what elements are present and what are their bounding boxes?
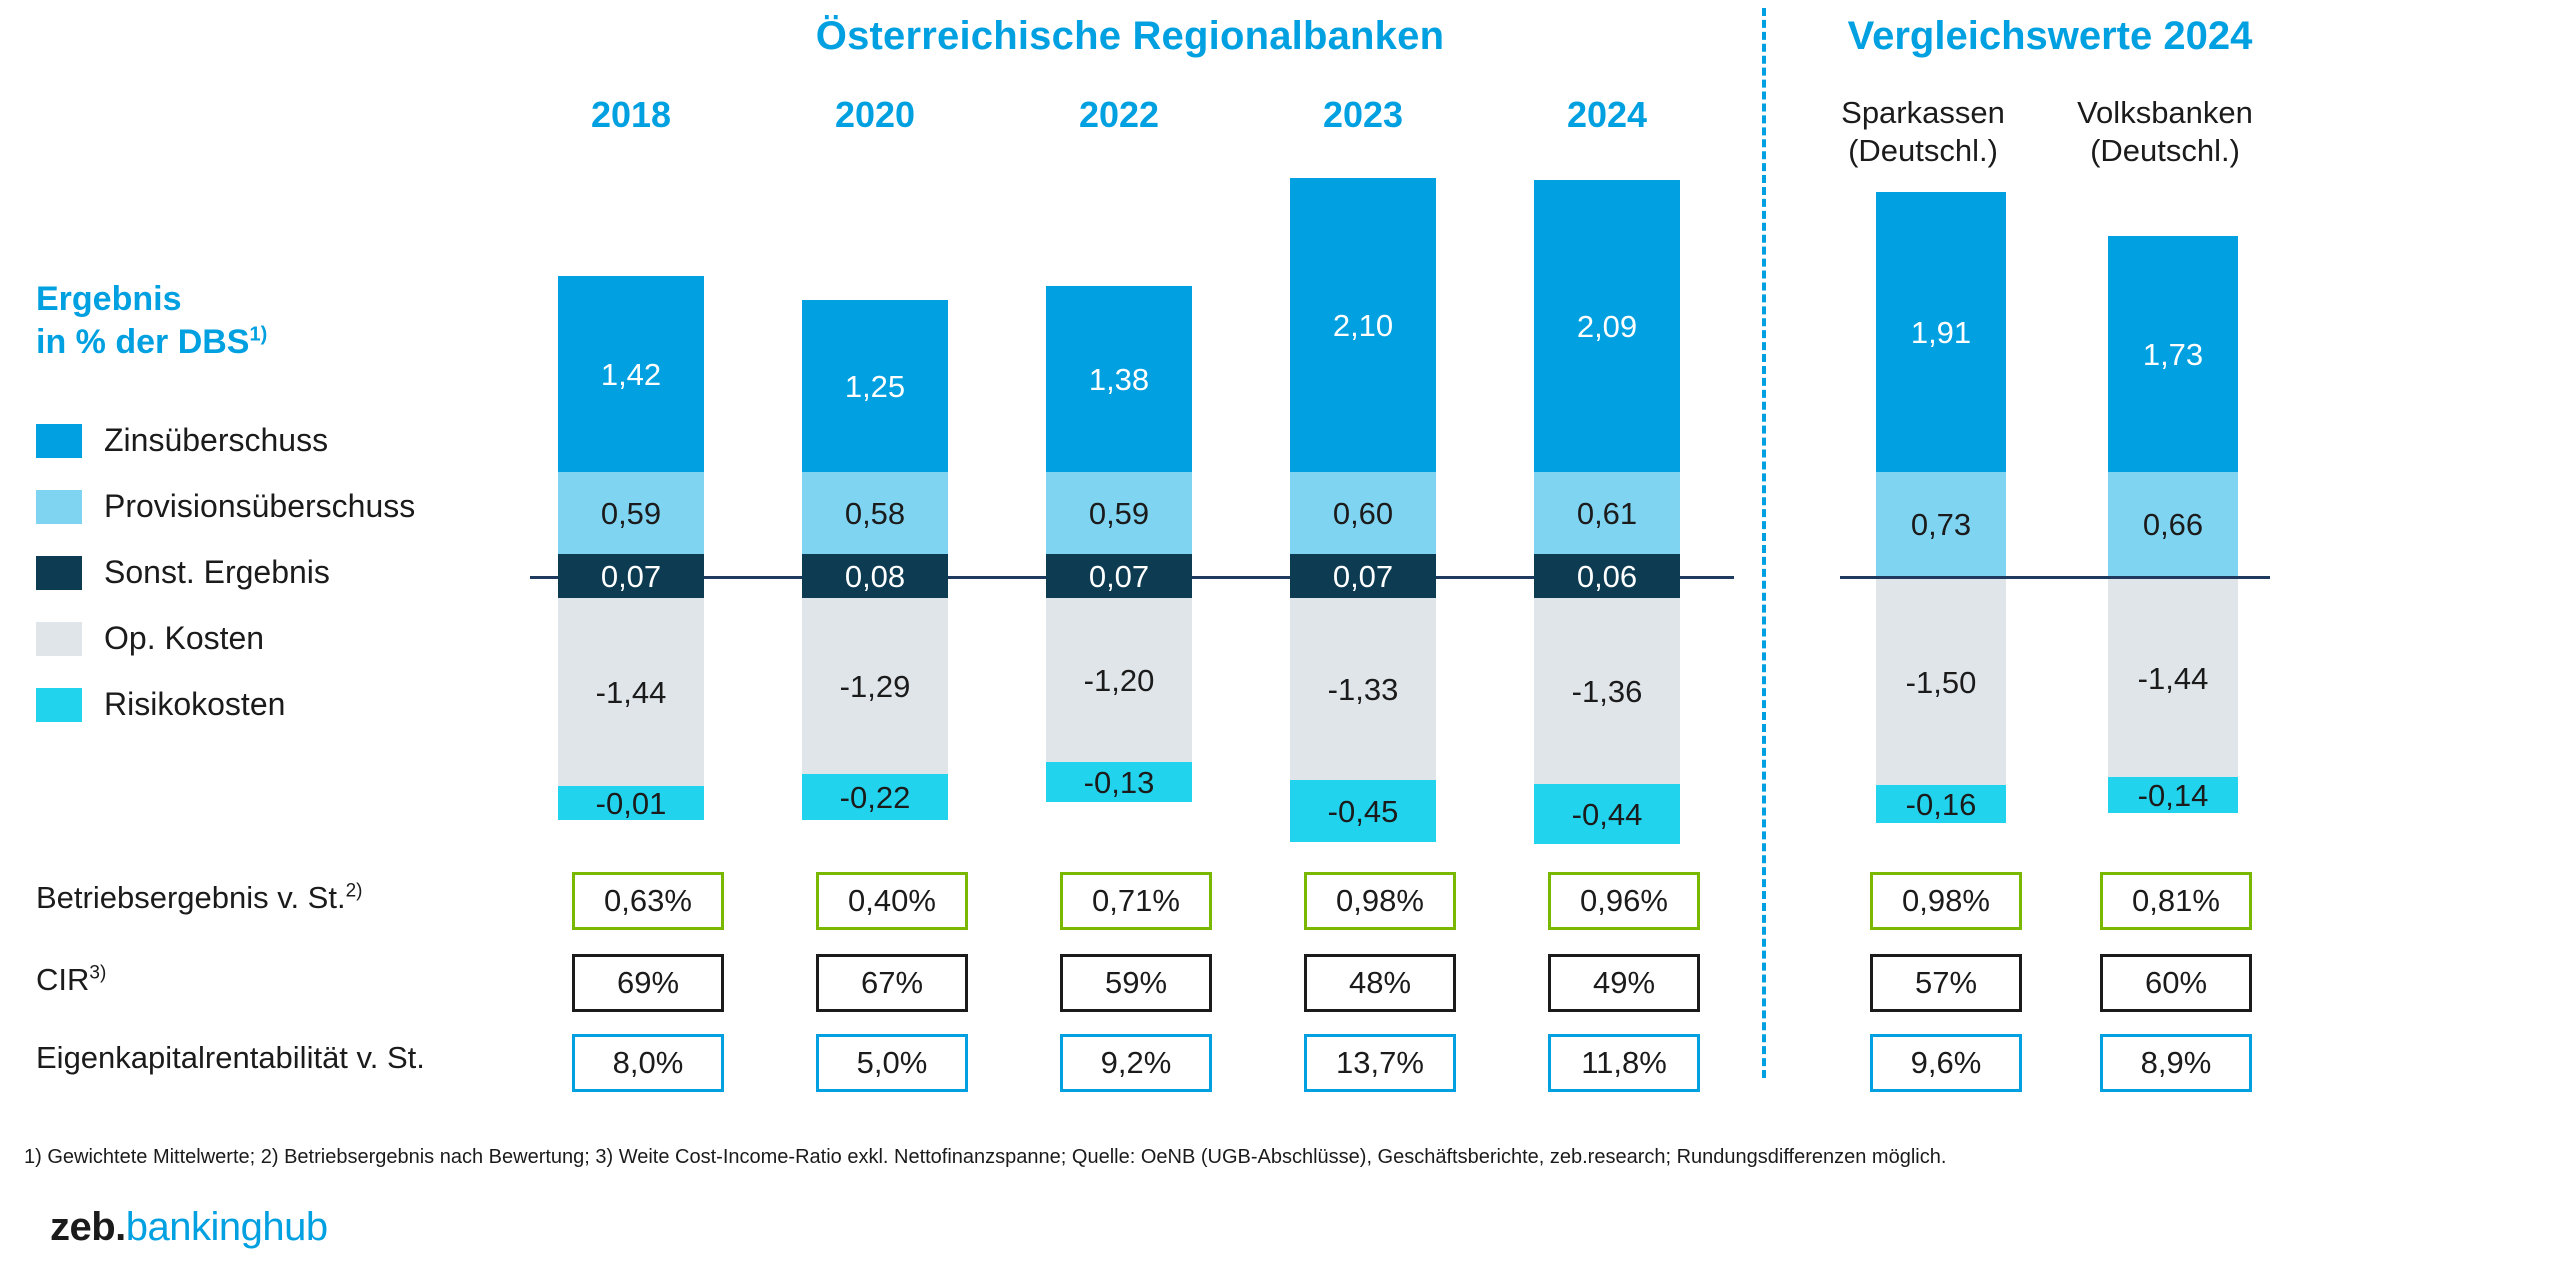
bar-segment-sonstiges-ergebnis-2020 [802, 554, 948, 598]
bar-value-zinsueberschuss-2020: 1,25 [844, 368, 906, 404]
bar-segment-risikokosten-2022 [1046, 762, 1192, 802]
bar-segment-provisionsueberschuss-2020 [802, 472, 948, 554]
bar-value-risikokosten-2024: -0,44 [1571, 796, 1643, 832]
bar-value-provisionsueberschuss-2024: 0,61 [1576, 495, 1638, 531]
metric-value-cir-2020: 67% [816, 954, 968, 1012]
bar-segment-op-kosten-volksbanken [2108, 579, 2238, 777]
bar-segment-provisionsueberschuss-2022 [1046, 472, 1192, 554]
bar-value-sonstiges-ergebnis-2023: 0,07 [1332, 558, 1394, 594]
bar-value-op-kosten-2022: -1,20 [1083, 662, 1155, 698]
metric-value-betriebsergebnis-2022: 0,71% [1060, 872, 1212, 930]
legend-item-risikokosten [36, 686, 285, 723]
bar-segment-provisionsueberschuss-2023 [1290, 472, 1436, 554]
legend-label-risikokosten: Risikokosten [104, 686, 286, 722]
bar-segment-provisionsueberschuss-2024 [1534, 472, 1680, 554]
metric-value-eigenkapitalrentabilitaet-sparkassen: 9,6% [1870, 1034, 2022, 1092]
bar-value-zinsueberschuss-2023: 2,10 [1332, 307, 1394, 343]
legend-label-provisionsueberschuss: Provisionsüberschuss [104, 488, 416, 524]
metric-value-eigenkapitalrentabilitaet-2018: 8,0% [572, 1034, 724, 1092]
legend-item-sonstiges-ergebnis [36, 554, 330, 591]
metric-value-eigenkapitalrentabilitaet-volksbanken: 8,9% [2100, 1034, 2252, 1092]
legend-swatch-icon-zinsueberschuss [36, 424, 82, 458]
column-header-2020: 2020 [834, 94, 916, 135]
legend-swatch-icon-provisionsueberschuss [36, 490, 82, 524]
column-header-sparkassen-line1: Sparkassen [1841, 95, 2005, 130]
bar-value-risikokosten-2022: -0,13 [1083, 764, 1155, 800]
bar-value-zinsueberschuss-sparkassen: 1,91 [1910, 314, 1972, 350]
logo-bankinghub: bankinghub [125, 1205, 328, 1249]
bar-segment-op-kosten-sparkassen [1876, 579, 2006, 785]
legend-swatch-icon-risikokosten [36, 688, 82, 722]
legend-item-zinsueberschuss [36, 422, 328, 459]
bar-value-zinsueberschuss-2022: 1,38 [1088, 361, 1150, 397]
bar-value-sonstiges-ergebnis-2022: 0,07 [1088, 558, 1150, 594]
bar-segment-zinsueberschuss-sparkassen [1876, 192, 2006, 472]
metric-value-eigenkapitalrentabilitaet-2023: 13,7% [1304, 1034, 1456, 1092]
bar-value-risikokosten-2023: -0,45 [1327, 793, 1399, 829]
bar-value-op-kosten-volksbanken: -1,44 [2137, 660, 2209, 696]
metric-label-cir [36, 962, 106, 998]
metric-value-eigenkapitalrentabilitaet-2022: 9,2% [1060, 1034, 1212, 1092]
bar-segment-op-kosten-2023 [1290, 598, 1436, 780]
column-header-2024: 2024 [1566, 94, 1648, 135]
bar-value-risikokosten-2018: -0,01 [595, 785, 667, 821]
column-header-2018: 2018 [590, 94, 672, 135]
bar-value-zinsueberschuss-2018: 1,42 [600, 356, 662, 392]
bar-segment-sonstiges-ergebnis-2022 [1046, 554, 1192, 598]
bar-value-provisionsueberschuss-2022: 0,59 [1088, 495, 1150, 531]
bar-segment-op-kosten-2024 [1534, 598, 1680, 784]
legend-swatch-icon-op-kosten [36, 622, 82, 656]
bar-segment-risikokosten-2023 [1290, 780, 1436, 842]
bar-value-provisionsueberschuss-2020: 0,58 [844, 495, 906, 531]
bar-value-op-kosten-2023: -1,33 [1327, 671, 1399, 707]
bar-value-provisionsueberschuss-2023: 0,60 [1332, 495, 1394, 531]
bar-value-provisionsueberschuss-sparkassen: 0,73 [1910, 506, 1972, 542]
bar-value-risikokosten-2020: -0,22 [839, 779, 911, 815]
bar-value-sonstiges-ergebnis-2020: 0,08 [844, 558, 906, 594]
metric-label-eigenkapitalrentabilitaet [36, 1040, 425, 1076]
column-header-2023: 2023 [1322, 94, 1404, 135]
bar-segment-zinsueberschuss-2024 [1534, 180, 1680, 472]
bar-value-zinsueberschuss-2024: 2,09 [1576, 308, 1638, 344]
metric-value-cir-2023: 48% [1304, 954, 1456, 1012]
metric-value-eigenkapitalrentabilitaet-2020: 5,0% [816, 1034, 968, 1092]
bar-value-op-kosten-sparkassen: -1,50 [1905, 664, 1977, 700]
bar-segment-provisionsueberschuss-sparkassen [1876, 472, 2006, 576]
bar-segment-risikokosten-volksbanken [2108, 777, 2238, 813]
metric-value-eigenkapitalrentabilitaet-2024: 11,8% [1548, 1034, 1700, 1092]
column-header-volksbanken-line1: Volksbanken [2077, 95, 2253, 130]
metric-value-betriebsergebnis-2023: 0,98% [1304, 872, 1456, 930]
bar-segment-risikokosten-2020 [802, 774, 948, 820]
bar-segment-op-kosten-2022 [1046, 598, 1192, 762]
metric-value-cir-volksbanken: 60% [2100, 954, 2252, 1012]
legend-title-line2: in % der DBS [36, 322, 250, 361]
legend-title-line1: Ergebnis [36, 280, 182, 318]
bar-segment-zinsueberschuss-2020 [802, 300, 948, 472]
metric-value-betriebsergebnis-2018: 0,63% [572, 872, 724, 930]
column-header-sparkassen [1808, 94, 2038, 170]
legend-title-footnote-marker: 1) [249, 323, 268, 346]
legend-label-sonstiges-ergebnis: Sonst. Ergebnis [104, 554, 330, 590]
bar-segment-zinsueberschuss-volksbanken [2108, 236, 2238, 472]
chart-title-left: Österreichische Regionalbanken [815, 14, 1445, 58]
bar-value-op-kosten-2020: -1,29 [839, 668, 911, 704]
bar-segment-zinsueberschuss-2018 [558, 276, 704, 472]
legend-title [36, 278, 267, 363]
bar-segment-provisionsueberschuss-2018 [558, 472, 704, 554]
metric-value-cir-2024: 49% [1548, 954, 1700, 1012]
metric-value-cir-2018: 69% [572, 954, 724, 1012]
bar-value-sonstiges-ergebnis-2018: 0,07 [600, 558, 662, 594]
metric-label-cir-footnote-marker: 3) [89, 962, 107, 984]
bar-segment-sonstiges-ergebnis-2018 [558, 554, 704, 598]
logo [50, 1205, 328, 1250]
bar-segment-op-kosten-2018 [558, 598, 704, 786]
bar-value-provisionsueberschuss-2018: 0,59 [600, 495, 662, 531]
metric-label-betriebsergebnis-text: Betriebsergebnis v. St. [36, 880, 346, 915]
bar-segment-risikokosten-2018 [558, 786, 704, 820]
bar-segment-sonstiges-ergebnis-2023 [1290, 554, 1436, 598]
metric-label-eigenkapitalrentabilitaet-text: Eigenkapitalrentabilität v. St. [36, 1040, 425, 1075]
legend-item-op-kosten [36, 620, 264, 657]
section-divider [1762, 8, 1766, 1078]
column-header-volksbanken-line2: (Deutschl.) [2090, 132, 2240, 168]
legend-item-provisionsueberschuss [36, 488, 415, 525]
bar-segment-sonstiges-ergebnis-2024 [1534, 554, 1680, 598]
bar-value-provisionsueberschuss-volksbanken: 0,66 [2142, 506, 2204, 542]
bar-segment-zinsueberschuss-2023 [1290, 178, 1436, 472]
legend-label-op-kosten: Op. Kosten [104, 620, 265, 656]
legend-swatch-icon-sonstiges-ergebnis [36, 556, 82, 590]
metric-label-betriebsergebnis [36, 880, 362, 916]
metric-value-betriebsergebnis-2020: 0,40% [816, 872, 968, 930]
bar-segment-provisionsueberschuss-volksbanken [2108, 472, 2238, 576]
bar-value-risikokosten-sparkassen: -0,16 [1905, 786, 1977, 822]
metric-label-betriebsergebnis-footnote-marker: 2) [345, 880, 363, 902]
bar-value-op-kosten-2018: -1,44 [595, 674, 667, 710]
legend-label-zinsueberschuss: Zinsüberschuss [104, 422, 329, 458]
bar-segment-risikokosten-2024 [1534, 784, 1680, 844]
metric-value-betriebsergebnis-2024: 0,96% [1548, 872, 1700, 930]
metric-value-betriebsergebnis-sparkassen: 0,98% [1870, 872, 2022, 930]
chart-title-right: Vergleichswerte 2024 [1847, 14, 2253, 58]
bar-segment-risikokosten-sparkassen [1876, 785, 2006, 823]
column-header-sparkassen-line2: (Deutschl.) [1848, 132, 1998, 168]
column-header-volksbanken [2050, 94, 2280, 170]
bar-value-risikokosten-volksbanken: -0,14 [2137, 777, 2209, 813]
metric-value-cir-2022: 59% [1060, 954, 1212, 1012]
bar-value-sonstiges-ergebnis-2024: 0,06 [1576, 558, 1638, 594]
bar-segment-op-kosten-2020 [802, 598, 948, 774]
footnote: 1) Gewichtete Mittelwerte; 2) Betriebsergebnis nach Bewertung; 3) Weite Cost-Income-Ratio exkl. Nettofinanzspanne; Quelle: OeNB (UGB-Abschlüsse), Geschäftsberichte, zeb.research; Rundungsdifferenzen möglich. [24, 1146, 1947, 1168]
bar-value-op-kosten-2024: -1,36 [1571, 673, 1643, 709]
logo-zeb: zeb. [50, 1205, 126, 1249]
bar-value-zinsueberschuss-volksbanken: 1,73 [2142, 336, 2204, 372]
bar-segment-zinsueberschuss-2022 [1046, 286, 1192, 472]
metric-value-betriebsergebnis-volksbanken: 0,81% [2100, 872, 2252, 930]
metric-label-cir-text: CIR [36, 962, 90, 997]
column-header-2022: 2022 [1078, 94, 1160, 135]
metric-value-cir-sparkassen: 57% [1870, 954, 2022, 1012]
